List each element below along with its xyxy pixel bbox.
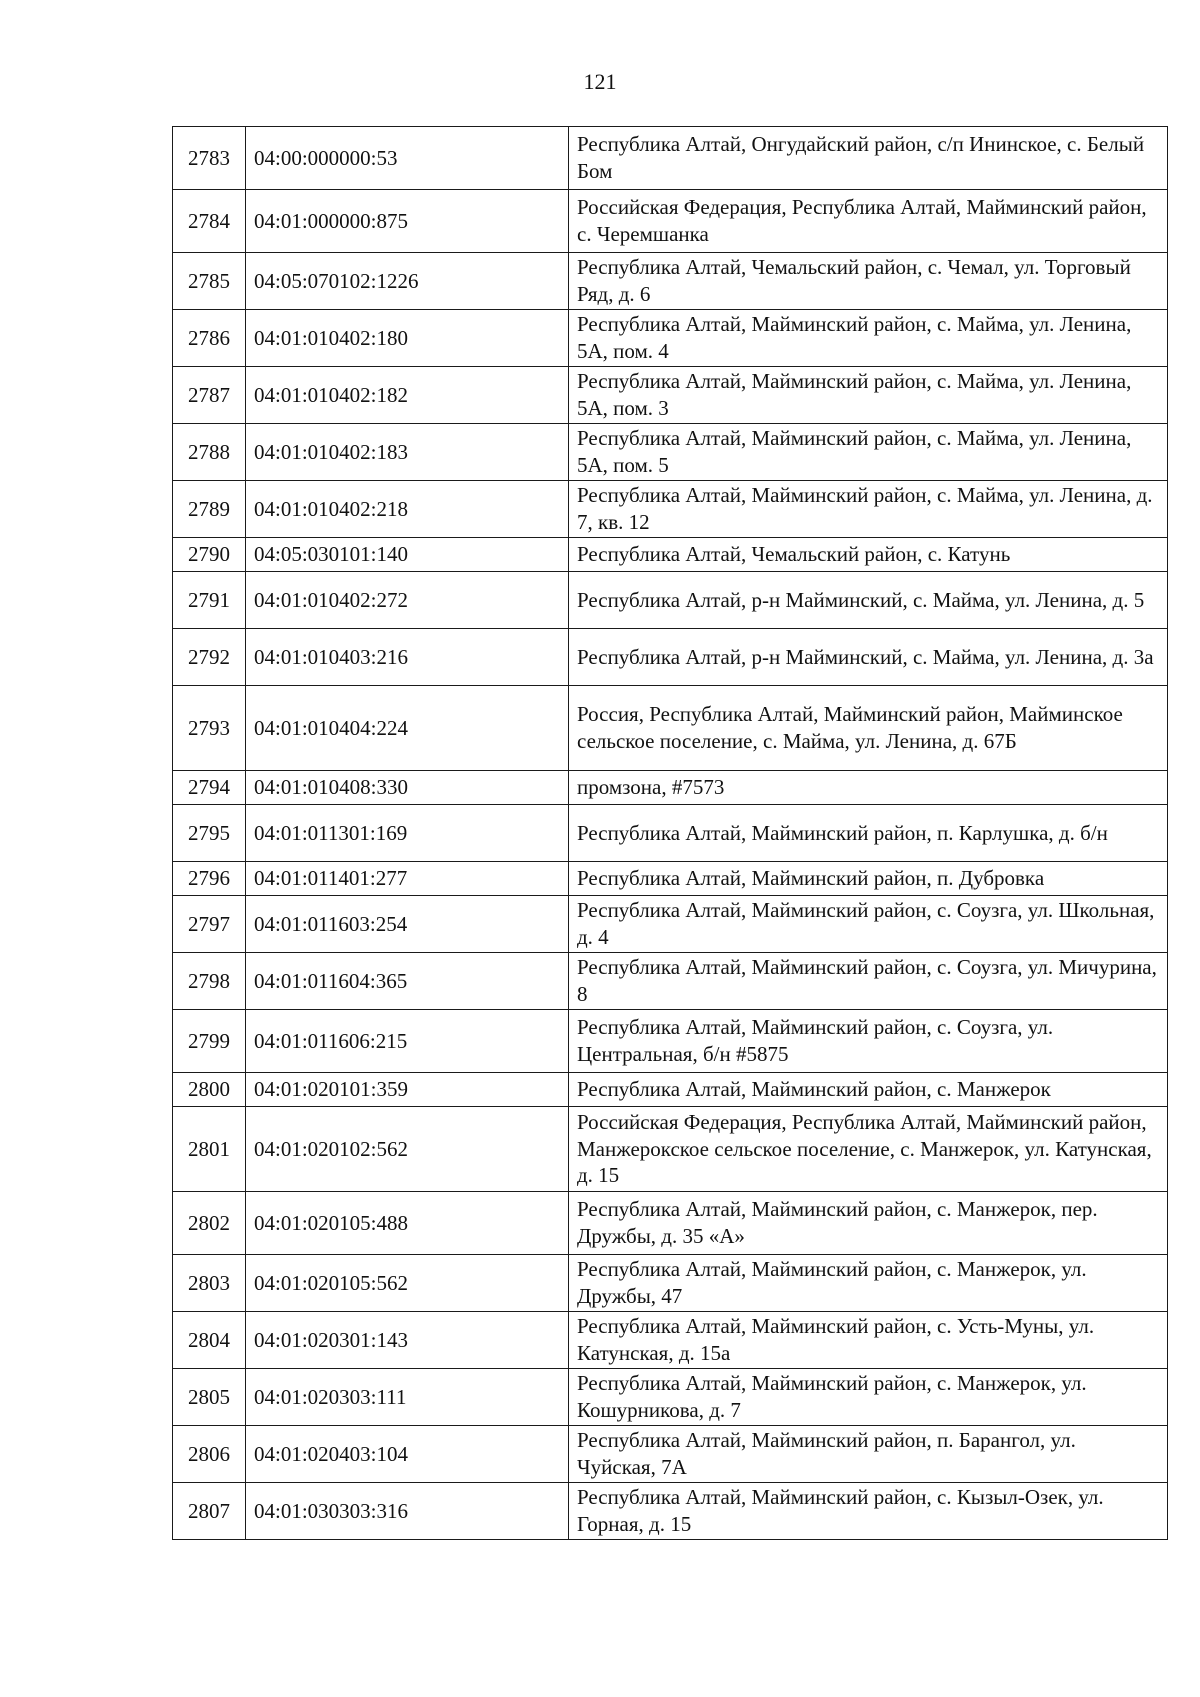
table-row	[173, 1073, 1168, 1107]
registry-table	[172, 126, 1168, 1540]
address: Республика Алтай, Майминский район, с. Усть-Муны, ул. Катунская, д. 15а	[569, 1312, 1168, 1369]
table-row	[173, 1426, 1168, 1483]
address: Республика Алтай, Майминский район, с. Соузга, ул. Центральная, б/н #5875	[569, 1010, 1168, 1073]
row-number: 2803	[173, 1255, 246, 1312]
cadastral-number: 04:00:000000:53	[246, 127, 569, 190]
row-number: 2793	[173, 686, 246, 771]
address: Республика Алтай, Майминский район, с. Майма, ул. Ленина, д. 7, кв. 12	[569, 481, 1168, 538]
row-number: 2783	[173, 127, 246, 190]
row-number: 2787	[173, 367, 246, 424]
row-number: 2789	[173, 481, 246, 538]
address: Республика Алтай, р-н Майминский, с. Майма, ул. Ленина, д. 3а	[569, 629, 1168, 686]
row-number: 2790	[173, 538, 246, 572]
cadastral-number: 04:01:010402:183	[246, 424, 569, 481]
address: Республика Алтай, Чемальский район, с. Катунь	[569, 538, 1168, 572]
cadastral-number: 04:01:020303:111	[246, 1369, 569, 1426]
row-number: 2798	[173, 953, 246, 1010]
row-number: 2788	[173, 424, 246, 481]
cadastral-number: 04:01:011301:169	[246, 805, 569, 862]
table-row	[173, 953, 1168, 1010]
cadastral-number: 04:05:030101:140	[246, 538, 569, 572]
row-number: 2807	[173, 1483, 246, 1540]
row-number: 2804	[173, 1312, 246, 1369]
address: Республика Алтай, Майминский район, п. Дубровка	[569, 862, 1168, 896]
cadastral-number: 04:01:020105:562	[246, 1255, 569, 1312]
address: Республика Алтай, Майминский район, с. Соузга, ул. Мичурина, 8	[569, 953, 1168, 1010]
table-row	[173, 686, 1168, 771]
table-row	[173, 481, 1168, 538]
address: Республика Алтай, Майминский район, с. Майма, ул. Ленина, 5А, пом. 3	[569, 367, 1168, 424]
row-number: 2794	[173, 771, 246, 805]
cadastral-number: 04:01:010402:218	[246, 481, 569, 538]
cadastral-number: 04:01:011603:254	[246, 896, 569, 953]
table-row	[173, 538, 1168, 572]
table-row	[173, 424, 1168, 481]
cadastral-number: 04:01:020301:143	[246, 1312, 569, 1369]
row-number: 2801	[173, 1107, 246, 1192]
row-number: 2784	[173, 190, 246, 253]
cadastral-number: 04:01:020105:488	[246, 1192, 569, 1255]
address: Российская Федерация, Республика Алтай, Майминский район, Манжерокское сельское поселение, с. Манжерок, ул. Катунская, д. 15	[569, 1107, 1168, 1192]
row-number: 2805	[173, 1369, 246, 1426]
table-row	[173, 896, 1168, 953]
row-number: 2796	[173, 862, 246, 896]
cadastral-number: 04:01:030303:316	[246, 1483, 569, 1540]
table-row	[173, 771, 1168, 805]
row-number: 2806	[173, 1426, 246, 1483]
table-row	[173, 572, 1168, 629]
table-row	[173, 629, 1168, 686]
address: Республика Алтай, Чемальский район, с. Чемал, ул. Торговый Ряд, д. 6	[569, 253, 1168, 310]
row-number: 2792	[173, 629, 246, 686]
table-row	[173, 190, 1168, 253]
cadastral-number: 04:01:010402:272	[246, 572, 569, 629]
address: Российская Федерация, Республика Алтай, Майминский район, с. Черемшанка	[569, 190, 1168, 253]
table-row	[173, 367, 1168, 424]
cadastral-number: 04:05:070102:1226	[246, 253, 569, 310]
address: Республика Алтай, Майминский район, с. Манжерок, ул. Дружбы, 47	[569, 1255, 1168, 1312]
table-row	[173, 1107, 1168, 1192]
row-number: 2800	[173, 1073, 246, 1107]
address: Республика Алтай, Майминский район, с. Кызыл-Озек, ул. Горная, д. 15	[569, 1483, 1168, 1540]
cadastral-number: 04:01:010404:224	[246, 686, 569, 771]
address: Республика Алтай, Майминский район, с. Манжерок, ул. Кошурникова, д. 7	[569, 1369, 1168, 1426]
address: Россия, Республика Алтай, Майминский район, Майминское сельское поселение, с. Майма, ул. Ленина, д. 67Б	[569, 686, 1168, 771]
cadastral-number: 04:01:020102:562	[246, 1107, 569, 1192]
address: Республика Алтай, Майминский район, с. Майма, ул. Ленина, 5А, пом. 4	[569, 310, 1168, 367]
row-number: 2785	[173, 253, 246, 310]
table-row	[173, 1255, 1168, 1312]
row-number: 2802	[173, 1192, 246, 1255]
row-number: 2797	[173, 896, 246, 953]
table-row	[173, 253, 1168, 310]
table-row	[173, 310, 1168, 367]
table-row	[173, 1010, 1168, 1073]
cadastral-number: 04:01:020403:104	[246, 1426, 569, 1483]
cadastral-number: 04:01:000000:875	[246, 190, 569, 253]
cadastral-number: 04:01:010402:180	[246, 310, 569, 367]
cadastral-number: 04:01:020101:359	[246, 1073, 569, 1107]
address: Республика Алтай, Майминский район, с. Манжерок	[569, 1073, 1168, 1107]
registry-table-body	[173, 127, 1168, 1540]
cadastral-number: 04:01:011401:277	[246, 862, 569, 896]
cadastral-number: 04:01:011604:365	[246, 953, 569, 1010]
table-row	[173, 1483, 1168, 1540]
page-number: 121	[583, 69, 617, 94]
table-row	[173, 1369, 1168, 1426]
address: Республика Алтай, Майминский район, п. Барангол, ул. Чуйская, 7А	[569, 1426, 1168, 1483]
row-number: 2786	[173, 310, 246, 367]
table-row	[173, 127, 1168, 190]
address: Республика Алтай, Онгудайский район, с/п Ининское, с. Белый Бом	[569, 127, 1168, 190]
cadastral-number: 04:01:011606:215	[246, 1010, 569, 1073]
address: Республика Алтай, Майминский район, п. Карлушка, д. б/н	[569, 805, 1168, 862]
table-row	[173, 1192, 1168, 1255]
table-row	[173, 862, 1168, 896]
cadastral-number: 04:01:010403:216	[246, 629, 569, 686]
row-number: 2795	[173, 805, 246, 862]
table-row	[173, 1312, 1168, 1369]
address: Республика Алтай, Майминский район, с. Соузга, ул. Школьная, д. 4	[569, 896, 1168, 953]
address: промзона, #7573	[569, 771, 1168, 805]
row-number: 2799	[173, 1010, 246, 1073]
cadastral-number: 04:01:010408:330	[246, 771, 569, 805]
table-row	[173, 805, 1168, 862]
address: Республика Алтай, Майминский район, с. Майма, ул. Ленина, 5А, пом. 5	[569, 424, 1168, 481]
row-number: 2791	[173, 572, 246, 629]
cadastral-number: 04:01:010402:182	[246, 367, 569, 424]
address: Республика Алтай, р-н Майминский, с. Майма, ул. Ленина, д. 5	[569, 572, 1168, 629]
address: Республика Алтай, Майминский район, с. Манжерок, пер. Дружбы, д. 35 «А»	[569, 1192, 1168, 1255]
